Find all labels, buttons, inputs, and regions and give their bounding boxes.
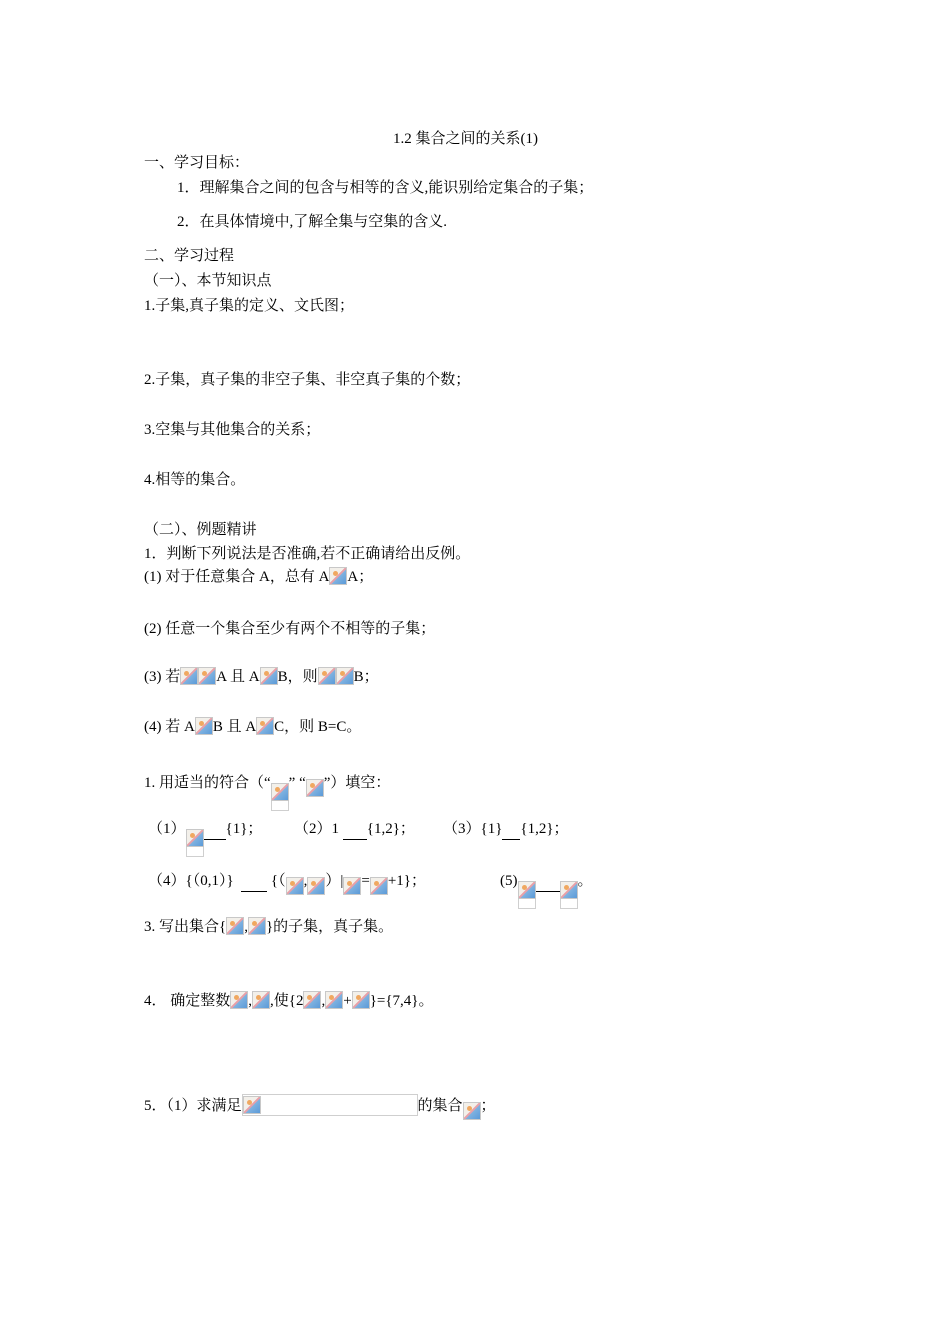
fill-item-3 <box>443 819 569 840</box>
example-5 <box>144 1094 496 1120</box>
formula-image-icon <box>370 877 388 895</box>
example-1-item-3 <box>144 667 379 687</box>
text: {（ <box>270 873 286 889</box>
text: 1. 用适当的符合（“ <box>144 775 271 791</box>
text: （4）{（0,1）} <box>148 873 234 889</box>
example-1-item-2: (2) 任意一个集合至少有两个不相等的子集； <box>144 621 436 637</box>
section-heading-goals: 一、学习目标： <box>144 155 250 171</box>
text: , <box>321 993 326 1009</box>
formula-image-icon <box>248 917 266 935</box>
formula-image-icon <box>195 717 213 735</box>
formula-image-icon <box>518 881 536 899</box>
text: 。 <box>577 873 593 889</box>
formula-image-icon <box>260 667 278 685</box>
section-heading-process: 二、学习过程 <box>144 248 235 264</box>
knowledge-item-3: 3.空集与其他集合的关系； <box>144 422 321 438</box>
text: ； <box>480 1098 496 1114</box>
formula-image-icon <box>329 567 347 585</box>
text: {1,2}； <box>366 821 415 837</box>
formula-image-icon <box>325 991 343 1009</box>
formula-image-icon <box>198 667 216 685</box>
text: ）| <box>325 873 344 889</box>
text: , <box>244 919 248 935</box>
text: }的子集，真子集。 <box>265 919 394 935</box>
text: , <box>303 873 308 889</box>
example-2-prompt <box>144 773 390 797</box>
formula-image-icon <box>226 917 244 935</box>
formula-image-frame <box>242 1094 418 1116</box>
formula-image-icon <box>463 1102 481 1120</box>
example-1-item-4 <box>144 717 361 737</box>
formula-image-icon <box>230 991 248 1009</box>
knowledge-item-4: 4.相等的集合。 <box>144 472 246 488</box>
text: 3. 写出集合{ <box>144 919 227 935</box>
example-4 <box>144 991 434 1011</box>
subheading-knowledge: （一）、本节知识点 <box>144 273 272 289</box>
formula-image-icon <box>306 779 324 797</box>
text: +1}； <box>387 873 427 889</box>
text: (3) 若 <box>144 669 181 685</box>
text: ”）填空： <box>323 775 391 791</box>
goal-item-2: 2．在具体情境中,了解全集与空集的含义. <box>177 214 448 230</box>
text: （2）1 <box>294 821 343 837</box>
formula-image-icon <box>303 991 321 1009</box>
example-1-prompt: 1．判断下列说法是否准确,若不正确请给出反例。 <box>144 546 471 562</box>
formula-image-icon <box>560 881 578 899</box>
text: (4) 若 A <box>144 719 195 735</box>
text: {1}； <box>225 821 263 837</box>
text: A； <box>347 569 374 585</box>
answer-blank[interactable] <box>241 871 267 892</box>
example-1-item-1 <box>144 567 373 587</box>
text: （3）{1} <box>443 821 503 837</box>
formula-image-icon <box>256 717 274 735</box>
text: ” “ <box>288 775 306 791</box>
fill-item-5 <box>500 871 593 892</box>
subheading-examples: （二）、例题精讲 <box>144 522 257 538</box>
page-title: 1.2 集合之间的关系(1) <box>393 131 538 147</box>
text: {1,2}； <box>520 821 569 837</box>
formula-image-icon <box>352 991 370 1009</box>
formula-image-icon <box>271 783 289 801</box>
fill-item-2 <box>294 819 415 840</box>
answer-blank[interactable] <box>204 819 226 840</box>
text: ,使{2 <box>270 993 304 1009</box>
formula-image-icon <box>343 877 361 895</box>
text: C，则 B=C。 <box>274 719 362 735</box>
text: B； <box>353 669 379 685</box>
formula-image-icon <box>252 991 270 1009</box>
formula-image-icon <box>286 877 304 895</box>
text: (1) 对于任意集合 A，总有 A <box>144 569 330 585</box>
knowledge-item-1: 1.子集,真子集的定义、文氏图； <box>144 298 355 314</box>
text: }={7,4}。 <box>369 993 434 1009</box>
fill-item-4 <box>148 871 426 895</box>
answer-blank[interactable] <box>502 819 520 840</box>
formula-image-icon <box>180 667 198 685</box>
formula-image-icon <box>243 1096 261 1114</box>
answer-blank[interactable] <box>343 819 367 840</box>
goal-item-1: 1．理解集合之间的包含与相等的含义,能识别给定集合的子集； <box>177 180 594 196</box>
formula-image-icon <box>318 667 336 685</box>
text: A 且 A <box>216 669 260 685</box>
text: 的集合 <box>417 1098 463 1114</box>
text: , <box>248 993 253 1009</box>
example-3 <box>144 917 393 937</box>
formula-image-icon <box>307 877 325 895</box>
text: 5．（1）求满足 <box>144 1098 242 1114</box>
text: （1） <box>148 821 186 837</box>
knowledge-item-2: 2.子集，真子集的非空子集、非空真子集的个数； <box>144 372 471 388</box>
text: B，则 <box>277 669 318 685</box>
formula-image-icon <box>186 829 204 847</box>
text: = <box>361 873 370 889</box>
text: (5) <box>500 873 518 889</box>
formula-image-icon <box>336 667 354 685</box>
text: + <box>343 993 352 1009</box>
text: B 且 A <box>212 719 257 735</box>
answer-blank[interactable] <box>536 871 560 892</box>
fill-item-1 <box>148 819 262 840</box>
text: 4． 确定整数 <box>144 993 231 1009</box>
